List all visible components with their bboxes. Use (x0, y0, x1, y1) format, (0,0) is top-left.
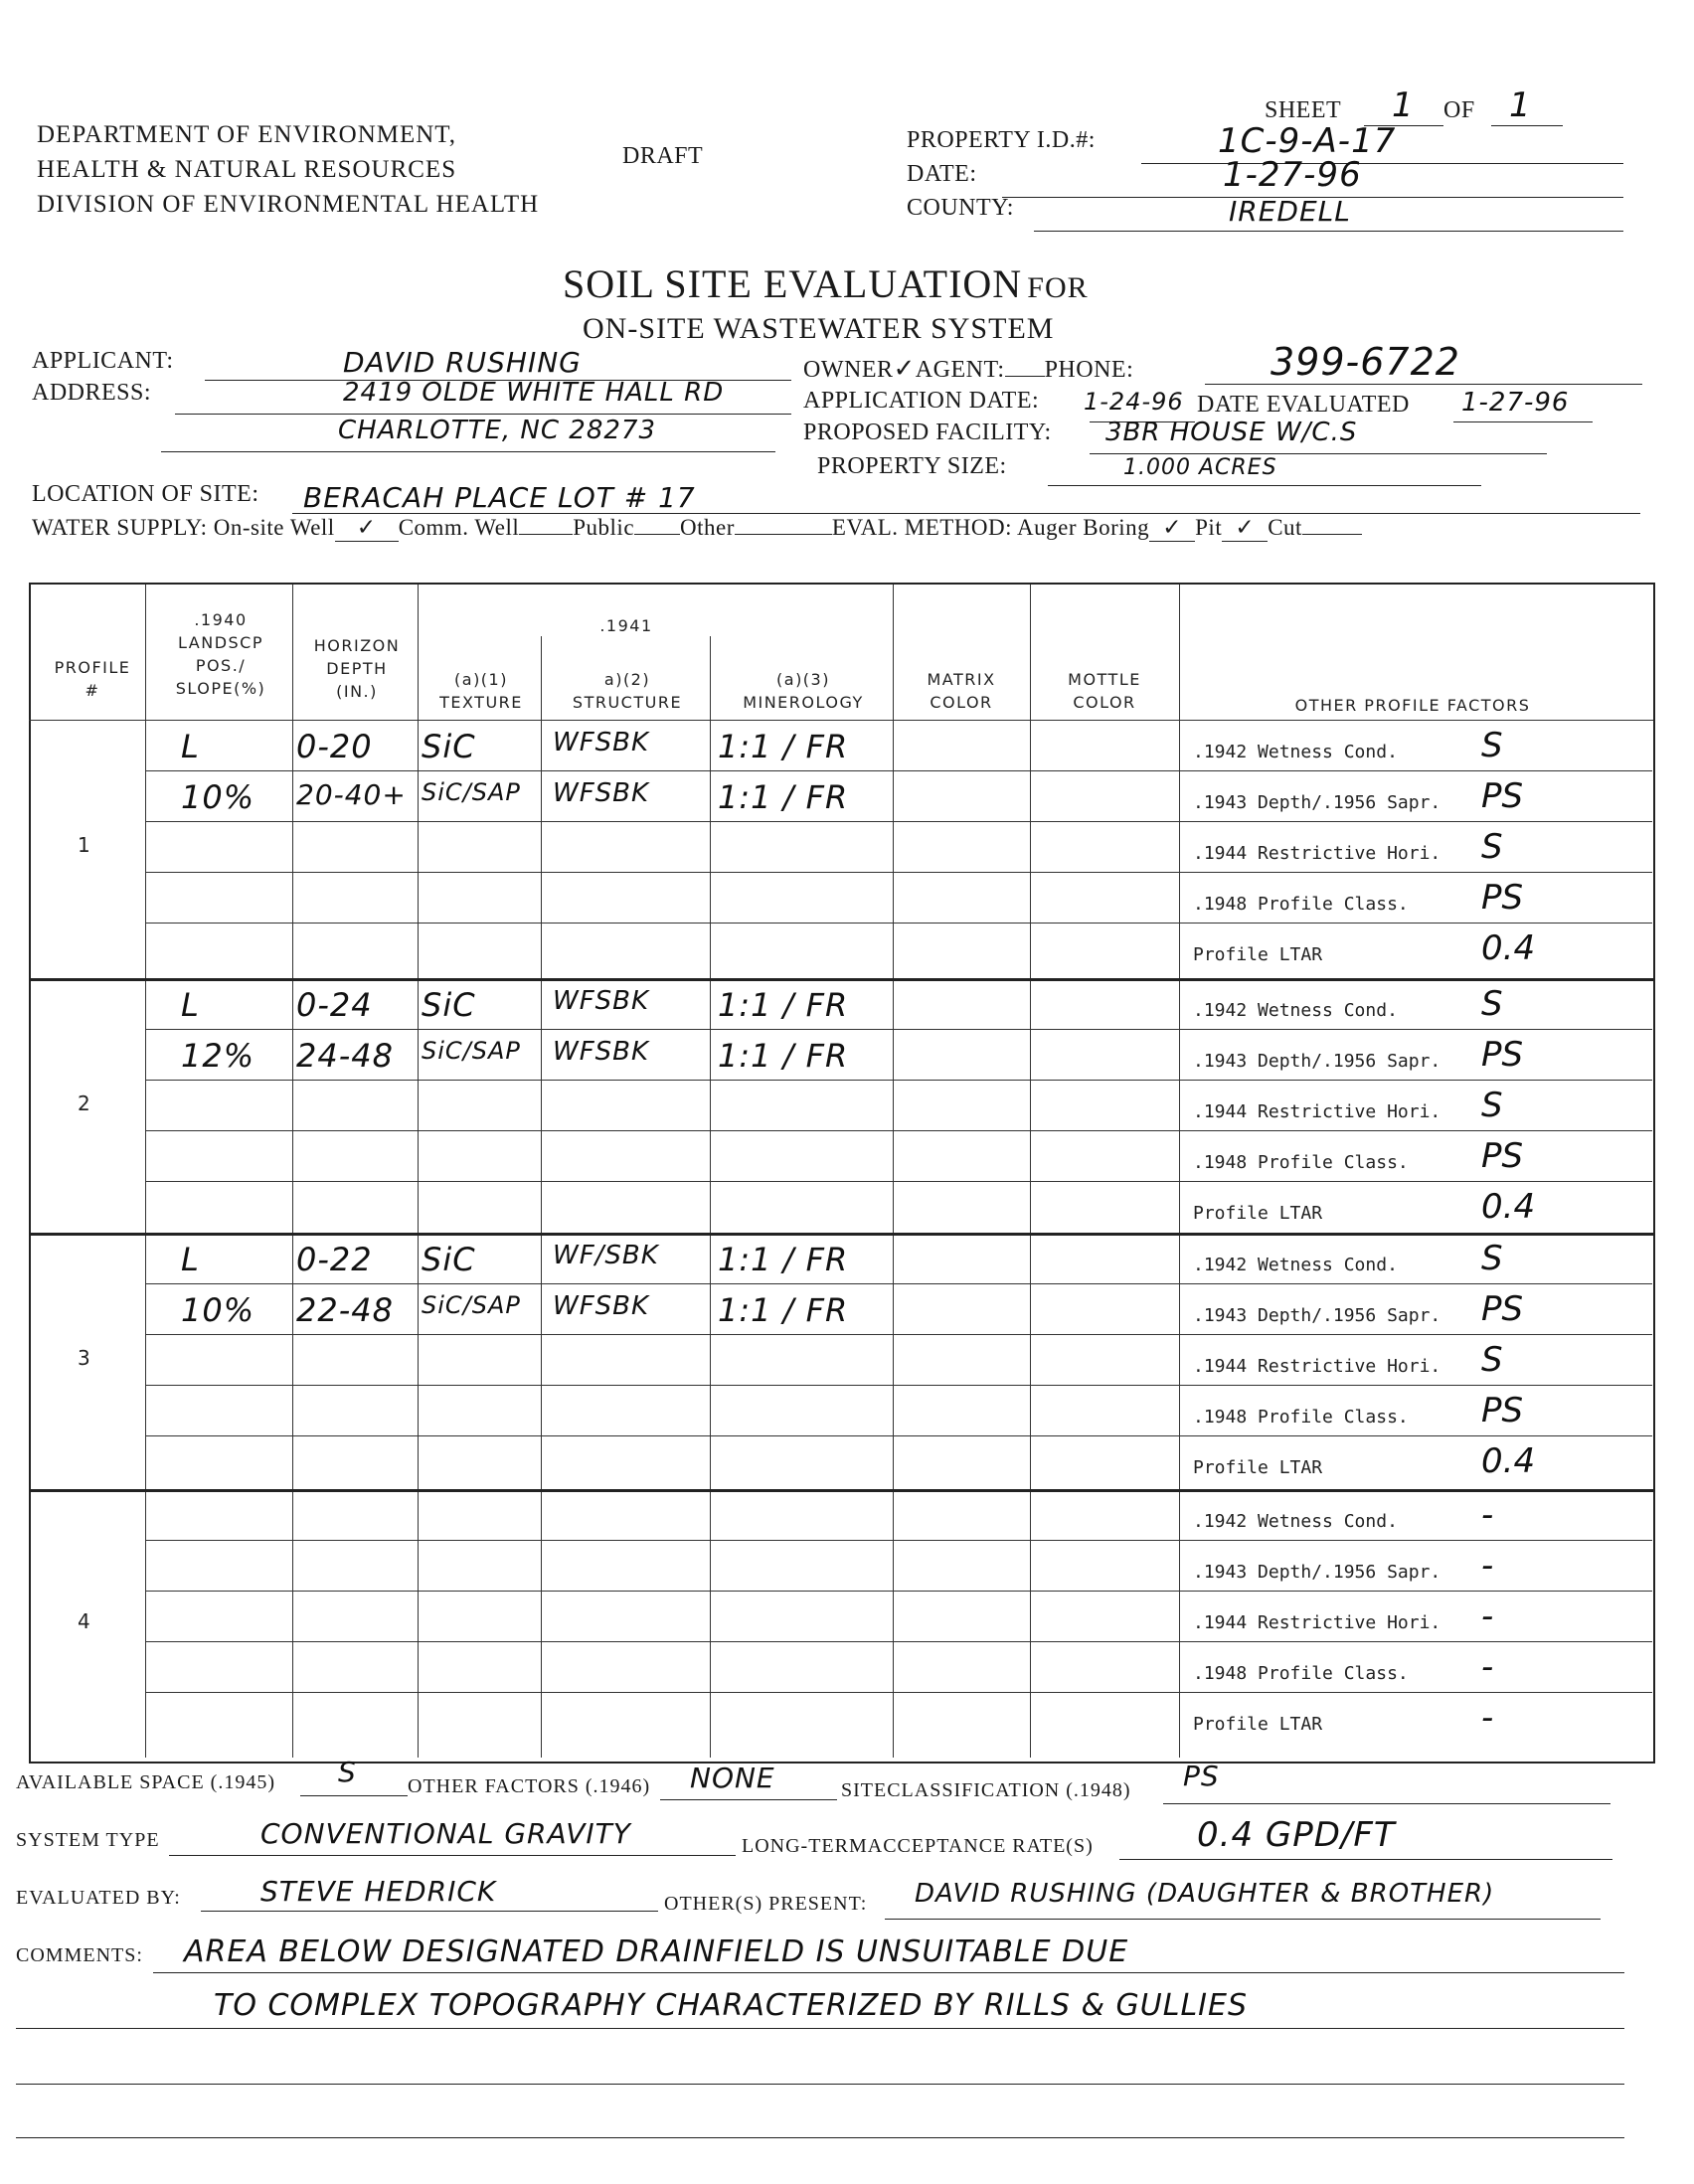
evaluated-by-value: STEVE HEDRICK (260, 1875, 497, 1908)
cell-depth: 0-20 (296, 728, 373, 765)
factor-value: - (1481, 1698, 1494, 1738)
factor-label: .1944 Restrictive Hori. (1193, 1356, 1441, 1377)
property-size-value: 1.000 ACRES (1123, 455, 1277, 480)
factor-label: Profile LTAR (1193, 944, 1323, 965)
cell-texture: SiC (422, 986, 476, 1024)
col-other: OTHER PROFILE FACTORS (1294, 696, 1531, 715)
factor-value: - (1481, 1647, 1494, 1687)
comments-line-2: TO COMPLEX TOPOGRAPHY CHARACTERIZED BY RILLS & GULLIES (214, 1988, 1249, 2023)
cell-texture: SiC (422, 728, 476, 765)
other-factors-label: OTHER FACTORS (.1946) (408, 1775, 651, 1797)
location-label: LOCATION OF SITE: (32, 481, 259, 507)
evaluated-by-label: EVALUATED BY: (16, 1887, 181, 1909)
col-profile: PROFILE # (54, 658, 131, 700)
ltar-value: 0.4 GPD/FT (1197, 1815, 1396, 1855)
property-size-label: PROPERTY SIZE: (817, 453, 1007, 479)
others-present-label: OTHER(S) PRESENT: (664, 1893, 868, 1915)
factor-label: .1948 Profile Class. (1193, 894, 1409, 915)
profile-number: 4 (78, 1609, 90, 1633)
factor-label: .1942 Wetness Cond. (1193, 742, 1398, 762)
proposed-facility-value: 3BR HOUSE W/C.S (1105, 418, 1358, 447)
department-block (37, 117, 539, 222)
factor-label: .1944 Restrictive Hori. (1193, 843, 1441, 864)
cell-depth: 0-24 (296, 986, 373, 1024)
sheet-number: 1 (1392, 85, 1415, 125)
factor-value: S (1481, 827, 1503, 867)
col-landscape: .1940 LANDSCP POS./ SLOPE(%) (175, 610, 266, 698)
factor-value: 0.4 (1481, 928, 1536, 968)
factor-value: - (1481, 1596, 1494, 1636)
factor-value: - (1481, 1495, 1494, 1535)
address-line-2: CHARLOTTE, NC 28273 (338, 416, 657, 445)
other-factors-value: NONE (690, 1762, 775, 1794)
cell-mineralogy: 1:1 / FR (718, 778, 849, 816)
factor-value: S (1481, 726, 1503, 765)
site-classification-label: SITECLASSIFICATION (.1948) (841, 1779, 1131, 1801)
form-title: SOIL SITE EVALUATION FOR (563, 261, 1089, 306)
factor-value: S (1481, 1239, 1503, 1278)
site-classification-value: PS (1183, 1760, 1220, 1792)
col-mottle: MOTTLE COLOR (1068, 670, 1141, 712)
col-horizon: HORIZON DEPTH (IN.) (313, 636, 401, 701)
applicant-label: APPLICANT: (32, 348, 174, 374)
water-supply-row: WATER SUPPLY: On-site Well ✓ Comm. Well Public Other EVAL. METHOD: Auger Boring ✓ Pit ✓ Cut (32, 515, 1362, 542)
col-matrix: MATRIX COLOR (927, 670, 996, 712)
factor-label: .1942 Wetness Cond. (1193, 1511, 1398, 1532)
factor-value: S (1481, 984, 1503, 1024)
factor-value: PS (1481, 1391, 1524, 1430)
date-value: 1-27-96 (1223, 155, 1362, 195)
cell-slope: 12% (181, 1037, 255, 1075)
property-id-value: 1C-9-A-17 (1218, 121, 1397, 161)
comments-line-1: AREA BELOW DESIGNATED DRAINFIELD IS UNSUITABLE DUE (184, 1934, 1129, 1969)
factor-label: .1944 Restrictive Hori. (1193, 1101, 1441, 1122)
date-evaluated-value: 1-27-96 (1461, 388, 1570, 418)
factor-label: .1948 Profile Class. (1193, 1152, 1409, 1173)
factor-label: .1948 Profile Class. (1193, 1663, 1409, 1684)
application-date-value: 1-24-96 (1084, 388, 1184, 416)
county-label: COUNTY: (907, 195, 1014, 221)
auger-check-icon: ✓ (1149, 515, 1195, 542)
cell-depth: 22-48 (296, 1291, 394, 1329)
ltar-label: LONG-TERMACCEPTANCE RATE(S) (742, 1835, 1094, 1857)
cell-texture: SiC/SAP (422, 1291, 521, 1319)
system-type-value: CONVENTIONAL GRAVITY (260, 1817, 631, 1850)
cell-structure: WF/SBK (553, 1241, 659, 1270)
dept-line-3: DIVISION OF ENVIRONMENTAL HEALTH (37, 191, 540, 218)
cell-texture: SiC (422, 1241, 476, 1278)
profile-number: 1 (78, 833, 90, 857)
applicant-name: DAVID RUSHING (343, 346, 582, 379)
cell-mineralogy: 1:1 / FR (718, 728, 849, 765)
factor-value: PS (1481, 1136, 1524, 1176)
cell-depth: 24-48 (296, 1037, 394, 1075)
property-id-label: PROPERTY I.D.#: (907, 127, 1096, 153)
comments-label: COMMENTS: (16, 1944, 143, 1966)
cell-slope: 10% (181, 1291, 255, 1329)
form-subtitle: ON-SITE WASTEWATER SYSTEM (583, 312, 1055, 345)
system-type-label: SYSTEM TYPE (16, 1829, 160, 1851)
cell-slope: L (181, 1241, 200, 1278)
factor-label: Profile LTAR (1193, 1714, 1323, 1735)
factor-label: .1943 Depth/.1956 Sapr. (1193, 792, 1441, 813)
cell-slope: L (181, 986, 200, 1024)
factor-label: .1943 Depth/.1956 Sapr. (1193, 1051, 1441, 1072)
location-value: BERACAH PLACE LOT # 17 (303, 481, 696, 514)
factor-value: S (1481, 1340, 1503, 1380)
factor-label: .1942 Wetness Cond. (1193, 1000, 1398, 1021)
factor-label: .1943 Depth/.1956 Sapr. (1193, 1305, 1441, 1326)
cell-mineralogy: 1:1 / FR (718, 986, 849, 1024)
cell-structure: WFSBK (553, 778, 650, 808)
dept-line-1: DEPARTMENT OF ENVIRONMENT, (37, 121, 456, 148)
available-space-value: S (338, 1756, 357, 1788)
county-value: IREDELL (1229, 195, 1351, 228)
factor-label: Profile LTAR (1193, 1203, 1323, 1224)
application-date-label: APPLICATION DATE: (803, 388, 1040, 414)
profile-number: 3 (78, 1346, 90, 1370)
col-mineralogy: (a)(3) MINEROLOGY (743, 670, 864, 712)
cell-texture: SiC/SAP (422, 778, 521, 806)
cell-mineralogy: 1:1 / FR (718, 1241, 849, 1278)
sheet-label: SHEET (1265, 97, 1342, 123)
factor-label: .1943 Depth/.1956 Sapr. (1193, 1562, 1441, 1583)
cell-texture: SiC/SAP (422, 1037, 521, 1065)
col-texture: (a)(1) TEXTURE (439, 670, 523, 712)
cell-mineralogy: 1:1 / FR (718, 1037, 849, 1075)
factor-value: PS (1481, 776, 1524, 816)
cell-structure: WFSBK (553, 1291, 650, 1321)
col-structure: a)(2) STRUCTURE (572, 670, 683, 712)
factor-label: .1948 Profile Class. (1193, 1407, 1409, 1428)
factor-label: .1944 Restrictive Hori. (1193, 1612, 1441, 1633)
address-label: ADDRESS: (32, 380, 152, 406)
factor-value: 0.4 (1481, 1187, 1536, 1227)
phone-value: 399-6722 (1270, 340, 1460, 384)
on-site-well-check-icon: ✓ (335, 515, 399, 542)
owner-label: OWNER✓AGENT: PHONE: (803, 354, 1134, 384)
available-space-label: AVAILABLE SPACE (.1945) (16, 1771, 275, 1793)
others-present-value: DAVID RUSHING (DAUGHTER & BROTHER) (915, 1879, 1495, 1909)
pit-check-icon: ✓ (1222, 515, 1268, 542)
of-label: OF (1443, 97, 1475, 123)
factor-value: S (1481, 1086, 1503, 1125)
factor-value: - (1481, 1546, 1494, 1586)
sheet-total: 1 (1509, 85, 1532, 125)
cell-depth: 20-40+ (296, 778, 407, 811)
dept-line-2: HEALTH & NATURAL RESOURCES (37, 156, 457, 183)
factor-value: PS (1481, 878, 1524, 918)
date-evaluated-label: DATE EVALUATED (1197, 392, 1410, 418)
cell-structure: WFSBK (553, 1037, 650, 1067)
factor-value: PS (1481, 1289, 1524, 1329)
proposed-facility-label: PROPOSED FACILITY: (803, 420, 1052, 445)
draft-label: DRAFT (622, 143, 704, 169)
factor-label: Profile LTAR (1193, 1457, 1323, 1478)
col-1941: .1941 (599, 616, 653, 635)
cell-structure: WFSBK (553, 728, 650, 757)
address-line-1: 2419 OLDE WHITE HALL RD (343, 378, 725, 408)
cell-slope: 10% (181, 778, 255, 816)
factor-value: PS (1481, 1035, 1524, 1075)
cell-slope: L (181, 728, 200, 765)
factor-label: .1942 Wetness Cond. (1193, 1255, 1398, 1275)
date-label: DATE: (907, 161, 977, 187)
owner-check-icon: ✓ (893, 354, 916, 384)
cell-depth: 0-22 (296, 1241, 373, 1278)
cell-structure: WFSBK (553, 986, 650, 1016)
profile-number: 2 (78, 1092, 90, 1115)
factor-value: 0.4 (1481, 1441, 1536, 1481)
cell-mineralogy: 1:1 / FR (718, 1291, 849, 1329)
